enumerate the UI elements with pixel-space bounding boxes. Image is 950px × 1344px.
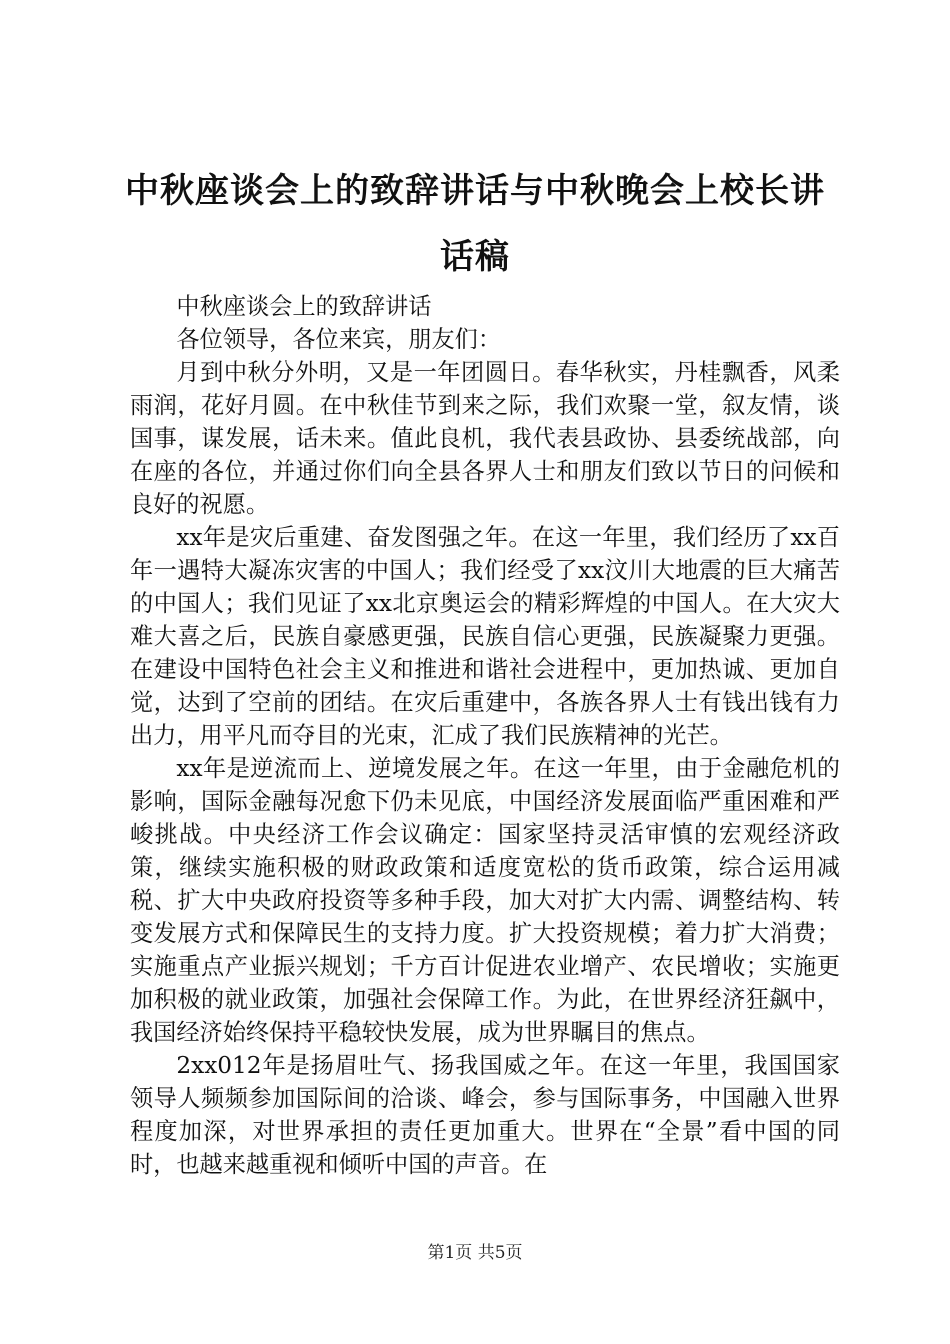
document-body bbox=[130, 290, 840, 1181]
paragraph: 2xx012年是扬眉吐气、扬我国威之年。在这一年里，我国国家领导人频频参加国际间的洽谈、峰会，参与国际事务，中国融入世界程度加深，对世界承担的责任更加重大。世界在“全景”看中国的同时，也越来越重视和倾听中国的声音。在 bbox=[130, 1052, 840, 1178]
document-title: 中秋座谈会上的致辞讲话与中秋晚会上校长讲话稿 bbox=[125, 171, 825, 277]
section-heading: 中秋座谈会上的致辞讲话 bbox=[176, 293, 432, 320]
paragraph: xx年是灾后重建、奋发图强之年。在这一年里，我们经历了xx百年一遇特大凝冻灾害的中国人；我们经受了xx汶川大地震的巨大痛苦的中国人；我们见证了xx北京奥运会的精彩辉煌的中国人。在大灾大难大喜之后，民族自豪感更强，民族自信心更强，民族凝聚力更强。在建设中国特色社会主义和推进和谐社会进程中，更加热诚、更加自觉，达到了空前的团结。在灾后重建中，各族各界人士有钱出钱有力出力，用平凡而夺目的光束，汇成了我们民族精神的光芒。 bbox=[130, 524, 840, 749]
page-number: 第1页 共5页 bbox=[427, 1243, 523, 1263]
paragraph: 月到中秋分外明，又是一年团圆日。春华秋实，丹桂飘香，风柔雨润，花好月圆。在中秋佳节到来之际，我们欢聚一堂，叙友情，谈国事，谋发展，话未来。值此良机，我代表县政协、县委统战部，向在座的各位，并通过你们向全县各界人士和朋友们致以节日的问候和良好的祝愿。 bbox=[130, 359, 840, 518]
paragraph: xx年是逆流而上、逆境发展之年。在这一年里，由于金融危机的影响，国际金融每况愈下仍未见底，中国经济发展面临严重困难和严峻挑战。中央经济工作会议确定：国家坚持灵活审慎的宏观经济政策，继续实施积极的财政政策和适度宽松的货币政策，综合运用减税、扩大中央政府投资等多种手段，加大对扩大内需、调整结构、转变发展方式和保障民生的支持力度。扩大投资规模；着力扩大消费；实施重点产业振兴规划；千方百计促进农业增产、农民增收；实施更加积极的就业政策，加强社会保障工作。为此，在世界经济狂飙中，我国经济始终保持平稳较快发展，成为世界瞩目的焦点。 bbox=[130, 755, 840, 1046]
salutation: 各位领导，各位来宾，朋友们： bbox=[176, 326, 502, 353]
